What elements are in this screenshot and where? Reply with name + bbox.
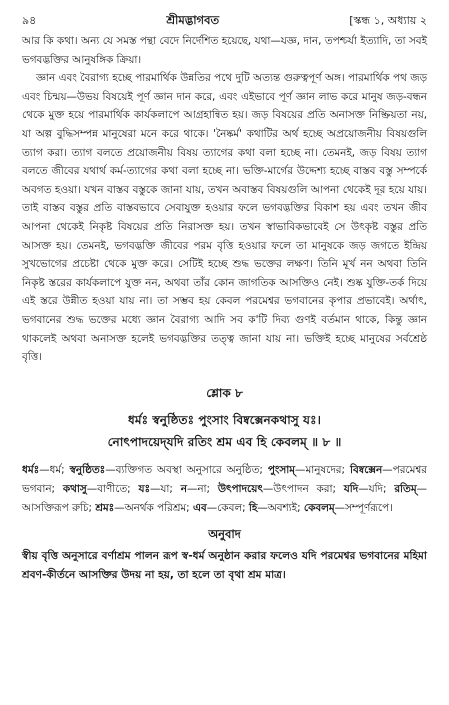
synonym-term: কথাসু (62, 482, 87, 495)
page-header (22, 12, 427, 28)
chapter-reference: [স্কন্ধ ১, অধ্যায় ২ (349, 14, 427, 27)
synonym-meaning: —ধর্ম; (39, 463, 70, 476)
synonym-meaning: —পরমেশ্বর ভগবান; (22, 463, 428, 495)
verse-line-2: নোৎপাদয়েদ্‌যদি রতিং শ্রম এব হি কেবলম্‌ ॥ ৮ ॥ (107, 434, 342, 449)
synonym-meaning: —মানুষদের; (295, 463, 350, 476)
synonym-meaning: —আসক্তিরূপ রুচি; (22, 482, 427, 514)
synonym-term: স্বনুষ্ঠিতঃ (69, 463, 106, 476)
synonym-term: পুংসাম্‌ (267, 463, 296, 476)
synonym-meaning: —যদি; (358, 482, 395, 495)
synonym-meaning: —না; (186, 482, 218, 495)
page-number: ৯৪ (22, 14, 37, 27)
synonym-meaning: —যা; (150, 482, 181, 495)
synonym-term: বিষ্বক্সেন (349, 463, 383, 476)
synonym-term: উৎপাদয়েৎ (217, 482, 263, 495)
synonym-meaning: —অবশ্যই; (257, 501, 304, 514)
synonym-term: রতিম্‌ (394, 482, 417, 495)
synonym-term: ন (180, 482, 187, 495)
translation-title: অনুবাদ (208, 526, 241, 541)
synonym-term: যঃ (138, 482, 151, 495)
synonym-meaning: —উৎপাদন করা; (262, 482, 344, 495)
verse-line-1: ধর্মঃ স্বনুষ্ঠিতঃ পুংসাং বিষ্বক্সেনকথাসু যঃ। (128, 412, 321, 427)
synonym-meaning: —বাণীতে; (86, 482, 139, 495)
book-title: শ্রীমদ্ভাগবত (166, 13, 220, 27)
synonym-term: শ্রমঃ (95, 501, 115, 514)
purport-paragraph-1: আর কি কথা। অন্য যে সমস্ত পন্থা বেদে নির্দেশিত হয়েছে, যথা—যজ্ঞ, দান, তপশ্চর্যা ইত্যাদি, তা সবই ভগবদ্ভক্তির আনুষঙ্গিক ক্রিয়া। (22, 35, 427, 66)
synonym-meaning: —ব্যক্তিগত অবস্থা অনুসারে অনুষ্ঠিত; (105, 463, 268, 476)
translation-text: স্বীয় বৃত্তি অনুসারে বর্ণাশ্রম পালন রূপ স্ব-ধর্ম অনুষ্ঠান করার ফলেও যদি পরমেশ্বর ভগবানের মহিমা শ্রবণ-কীর্তনে আসক্তির উদয় না হয়, তা হলে তা বৃথা শ্রম মাত্র। (22, 549, 427, 581)
purport-paragraph-2: জ্ঞান এবং বৈরাগ্য হচ্ছে পারমার্থিক উন্নতির পথে দুটি অত্যন্ত গুরুত্বপূর্ণ অঙ্গ। পারমার্থিক পথ জড় এবং চিন্ময়—উভয় বিষয়েই পূর্ণ জ্ঞান দান করে, এবং এইভাবে পূর্ণ জ্ঞান লাভ করে মানুষ জড়-বন্ধন থেকে মুক্ত হয়ে পারমার্থিক কার্যকলাপে আগ্রহান্বিত হয়। জড় বিষয়ের প্রতি অনাসক্ত নিষ্ক্রিয়তা নয়, যা অল্প বুদ্ধিসম্পন্ন মানুষেরা মনে করে থাকে। 'নৈষ্কর্ম' কথাটির অর্থ হচ্ছে অপ্রয়োজনীয় বিষয়গুলি ত্যাগ করা। ত্যাগ বলতে প্রয়োজনীয় বিষয় ত্যাগের কথা বলা হচ্ছে না। তেমনই, জড় বিষয় ত্যাগ বলতে জীবের যথার্থ কর্ম-ত্যাগের কথা বলা হচ্ছে না। ভক্তি-মার্গের উদ্দেশ্য হচ্ছে বাস্তব বস্তু সম্পর্কে অবগত হওয়া। যখন বাস্তব বস্তুকে জানা যায়, তখন অবাস্তব বিষয়গুলি আপনা থেকেই দূর হয়ে যায়। তাই বাস্তব বস্তুর প্রতি বাস্তবভাবে সেবাযুক্ত হওয়ার ফলে ভগবদ্ভক্তির বিকাশ হয় এবং তখন জীব আপনা থেকেই নিকৃষ্ট বিষয়ের প্রতি নিরাসক্ত হয়। তখন স্বাভাবিকভাবেই সে উৎকৃষ্ট বস্তুর প্রতি আসক্ত হয়। তেমনই, ভগবদ্ভক্তি জীবের পরম বৃত্তি হওয়ার ফলে তা মানুষকে জড় জগতে ইন্দ্রিয় সুখভোগের প্রচেষ্টা থেকে মুক্ত করে। সেটিই হচ্ছে শুদ্ধ ভক্তের লক্ষণ। তিনি মূর্খ নন অথবা তিনি নিকৃষ্ট স্তরের কার্যকলাপে যুক্ত নন, অথবা তাঁর কোন জাগতিক আসক্তিও নেই। শুষ্ক যুক্তি-তর্ক দিয়ে এই স্তরে উন্নীত হওয়া যায় না। তা সম্ভব হয় কেবল পরমেশ্বর ভগবানের কৃপার প্রভাবেই। অর্থাৎ, ভগবানের শুদ্ধ ভক্তের মধ্যে জ্ঞান বৈরাগ্য আদি সব ক'টি দিব্য গুণই বর্তমান থাকে, কিন্তু জ্ঞান থাকলেই অথবা অনাসক্ত হলেই ভগবদ্ভক্তির তত্ত্ব জানা যায় না। ভক্তিই হচ্ছে মানুষের সর্বশ্রেষ্ঠ বৃত্তি। (22, 72, 427, 364)
synonym-term: যদি (343, 482, 359, 495)
synonym-term: এব (192, 501, 207, 514)
synonym-term: ধর্মঃ (22, 463, 40, 476)
verse-title: শ্লোক ৮ (206, 385, 243, 400)
synonym-term: হি (248, 501, 258, 514)
synonym-meaning: —সম্পূর্ণরূপে। (334, 501, 393, 514)
synonym-meaning: —অনর্থক পরিশ্রম; (114, 501, 193, 514)
synonym-meaning: —কেবল; (206, 501, 249, 514)
synonym-term: কেবলম্‌ (303, 501, 335, 514)
word-synonyms (22, 461, 427, 518)
